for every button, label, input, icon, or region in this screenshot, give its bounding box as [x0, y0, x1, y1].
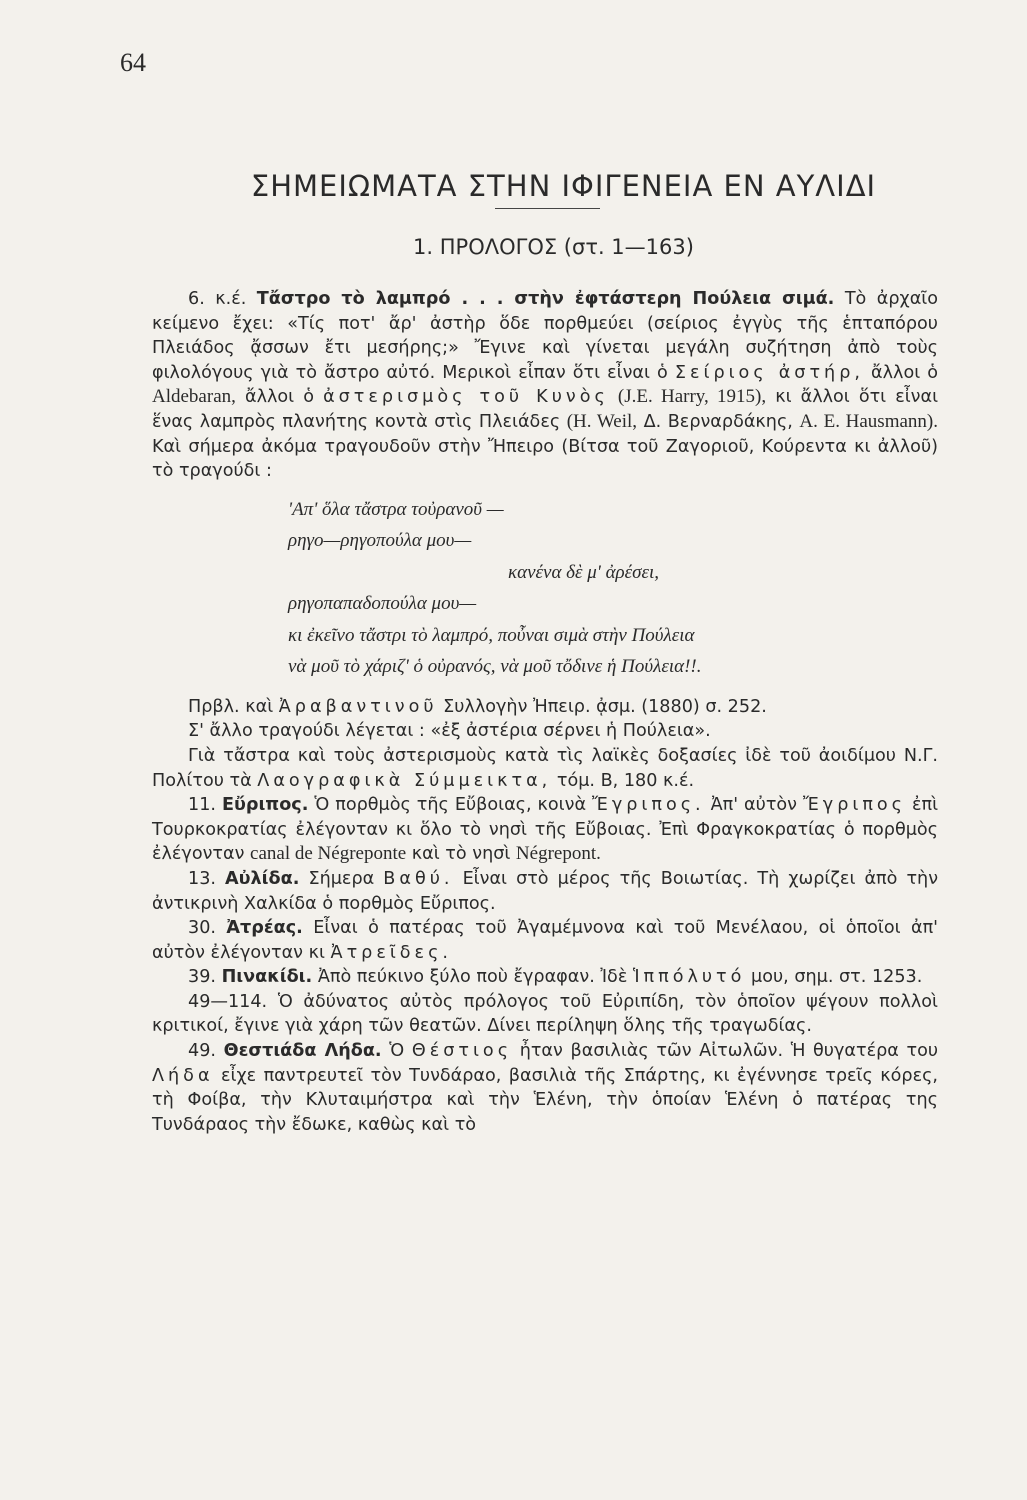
note-ref: 49. [188, 1041, 216, 1062]
note-text: Δ. Βερναρδάκης, [643, 411, 793, 432]
citation: (J.E. Harry, 1915), [617, 386, 767, 408]
note-text: Ἀπ' αὐτὸν [710, 795, 798, 816]
poem-line: ρηγοπαπαδοπούλα μου— [288, 593, 477, 615]
poem-line: κανένα δὲ μ' ἀρέσει, [508, 561, 660, 583]
page-title: ΣΗΜΕΙΩΜΑΤΑ ΣΤΗΝ ΙΦΙΓΕΝΕΙΑ ΕΝ ΑΥΛΙΔΙ [250, 169, 877, 204]
folk-song [152, 494, 938, 683]
citation: A. E. Hausmann). [799, 410, 938, 432]
note-ref: 49—114. [188, 991, 268, 1012]
section-heading: 1. ΠΡΟΛΟΓΟΣ (στ. 1—163) [413, 235, 694, 259]
note-text: ἐπὶ Τουρκοκρατίας ἐλέγονταν κι ὅλο τὸ νησὶ τῆς Εὔβοιας. Ἐπὶ Φραγκοκρατίας ὁ πορθμὸς ἐλέγονταν [152, 795, 939, 865]
note-lemma: Τἄστρο τὸ λαμπρό . . . στὴν ἐφτάστερη Πούλεια σιμά. [256, 289, 835, 309]
note-text: ἄλλοι ὁ [871, 362, 939, 383]
note-text: καὶ τὸ νησὶ [411, 844, 511, 865]
note-49-114 [152, 990, 938, 1039]
reference-paragraph [152, 744, 938, 793]
spaced-term: Ἱππόλυτό [632, 967, 746, 988]
reference-paragraph [152, 695, 938, 720]
note-text: ἄλλοι ὁ [244, 387, 314, 408]
note-text: κι ἄλλοι ὅτι εἶναι ἕνας λαμπρὸς πλανήτης κοντὰ στὶς Πλειάδες [152, 387, 939, 432]
note-text: Πρβλ. καὶ [188, 696, 274, 717]
spaced-term: Βαθύ. [383, 868, 454, 889]
note-30 [152, 916, 938, 965]
spaced-term: Θέστιος [411, 1041, 513, 1062]
note-text: Σήμερα [308, 868, 375, 889]
latin-term: canal de Négreponte [250, 843, 407, 865]
note-text: Σ' ἄλλο τραγούδι λέγεται : «ἐξ ἀστέρια σέρνει ἡ Πούλεια». [188, 721, 711, 742]
spaced-term: ἀστερισμὸς τοῦ Κυνὸς [323, 387, 609, 408]
note-ref: 13. [188, 868, 216, 889]
citation: (H. Weil, [566, 410, 638, 432]
note-text: Γιὰ τἄστρα καὶ τοὺς ἀστερισμοὺς κατὰ τὶς λαϊκὲς δοξασίες ἰδὲ τοῦ ἀοιδίμου Ν.Γ. Πολίτου τὰ [152, 745, 938, 791]
poem-line: 'Απ' ὅλα τἄστρα τοὐρανοῦ — [288, 498, 504, 520]
spaced-term: Σείριος ἀστήρ, [674, 362, 864, 383]
note-text: ἦταν βασιλιὰς τῶν Αἰτωλῶν. Ἡ θυγατέρα του [519, 1041, 939, 1062]
note-13 [152, 867, 938, 916]
spaced-term: Λήδα [152, 1065, 214, 1086]
note-text: Ὁ πορθμὸς τῆς Εὔβοιας, κοινὰ [314, 795, 587, 816]
note-text: μου, σημ. στ. 1253. [751, 967, 923, 988]
note-text: Ἀπὸ πεύκινο ξύλο ποὺ ἔγραφαν. Ἰδὲ [317, 967, 628, 988]
spaced-term: Λαογραφικὰ Σύμμεικτα, [257, 770, 552, 791]
poem-line: κι ἐκεῖνο τἄστρι τὸ λαμπρό, ποὖναι σιμὰ στὴν Πούλεια [288, 624, 695, 646]
note-text: τόμ. Β, 180 κ.έ. [556, 770, 695, 791]
note-6 [152, 287, 938, 484]
note-lemma: Εὔριπος. [221, 795, 309, 816]
note-lemma: Θεστιάδα Λήδα. [223, 1041, 382, 1062]
note-text: εἶχε παντρευτεῖ τὸν Τυνδάραο, βασιλιὰ τῆς Σπάρτης, κι ἐγέννησε τρεῖς κόρες, τὴ Φοίβα, τὴν Κλυταιμήστρα καὶ τὴν Ἑλένη, τὴν ὁποίαν Ἑλένη ὁ πατέρας της Τυνδάραος τὴν ἔδωκε, καθὼς καὶ τὸ [152, 1065, 938, 1135]
note-ref: 30. [188, 918, 216, 939]
spaced-term: Ἔγριπος. [592, 795, 705, 816]
body-text [152, 287, 938, 1137]
note-49 [152, 1039, 938, 1137]
note-text: Ὁ [389, 1041, 405, 1062]
note-text: Εἶναι ὁ πατέρας τοῦ Ἀγαμέμνονα καὶ τοῦ Μενέλαου, οἱ ὁποῖοι ἀπ' αὐτὸν ἐλέγονταν κι [152, 918, 939, 963]
note-ref: 11. [188, 795, 216, 816]
title-divider [495, 208, 600, 209]
note-text: Συλλογὴν Ἠπειρ. ᾀσμ. (1880) σ. 252. [443, 696, 767, 717]
poem-line: νὰ μοῦ τὸ χάριζ' ὁ οὐρανός, νὰ μοῦ τὄδινε ἡ Πούλεια!!. [288, 656, 702, 678]
spaced-term: Ἔγριπος [802, 795, 907, 816]
spaced-term: Ἀραβαντινοῦ [278, 696, 438, 717]
note-text: Καὶ σήμερα ἀκόμα τραγουδοῦν στὴν Ἤπειρο (Βίτσα τοῦ Ζαγοριοῦ, Κούρεντα κι ἀλλοῦ) τὸ τραγούδι : [152, 436, 938, 482]
note-lemma: Ἀτρέας. [226, 918, 303, 939]
note-11 [152, 793, 938, 867]
latin-term: Aldebaran, [152, 386, 236, 408]
note-lemma: Πινακίδι. [221, 967, 313, 988]
note-text: Ὁ ἀδύνατος αὐτὸς πρόλογος τοῦ Εὐριπίδη, τὸν ὁποῖον ψέγουν πολλοὶ κριτικοί, ἔγινε γιὰ χάρη τῶν θεατῶν. Δίνει περίληψη ὅλης τῆς τραγωδίας. [152, 991, 938, 1037]
note-ref: 39. [188, 967, 216, 988]
latin-term: Négrepont. [515, 843, 601, 865]
note-text: Τὸ ἀρχαῖο κείμενο ἔχει: «Τίς ποτ' ἄρ' ἀστὴρ ὅδε πορθμεύει (σείριος ἐγγὺς τῆς ἑπταπόρου Πλειάδος ᾄσσων ἔτι μεσήρης;» Ἔγινε καὶ γίνεται μεγάλη συζήτηση ἀπὸ τοὺς φιλολόγους γιὰ τὸ ἄστρο αὐτό. Μερικοὶ εἶπαν ὅτι εἶναι ὁ [152, 289, 939, 383]
spaced-term: Ἀτρεῖδες. [330, 942, 452, 963]
reference-paragraph [152, 719, 938, 744]
note-lemma: Αὐλίδα. [225, 868, 300, 889]
note-ref: 6. κ.έ. [188, 289, 247, 309]
note-39 [152, 965, 938, 990]
note-text: Εἶναι στὸ μέρος τῆς Βοιωτίας. Τὴ χωρίζει ἀπὸ τὴν ἀντικρινὴ Χαλκίδα ὁ πορθμὸς Εὔριπος. [152, 868, 939, 914]
page-number: 64 [120, 48, 146, 77]
poem-line: ρηγο—ρηγοπούλα μου— [288, 530, 472, 552]
